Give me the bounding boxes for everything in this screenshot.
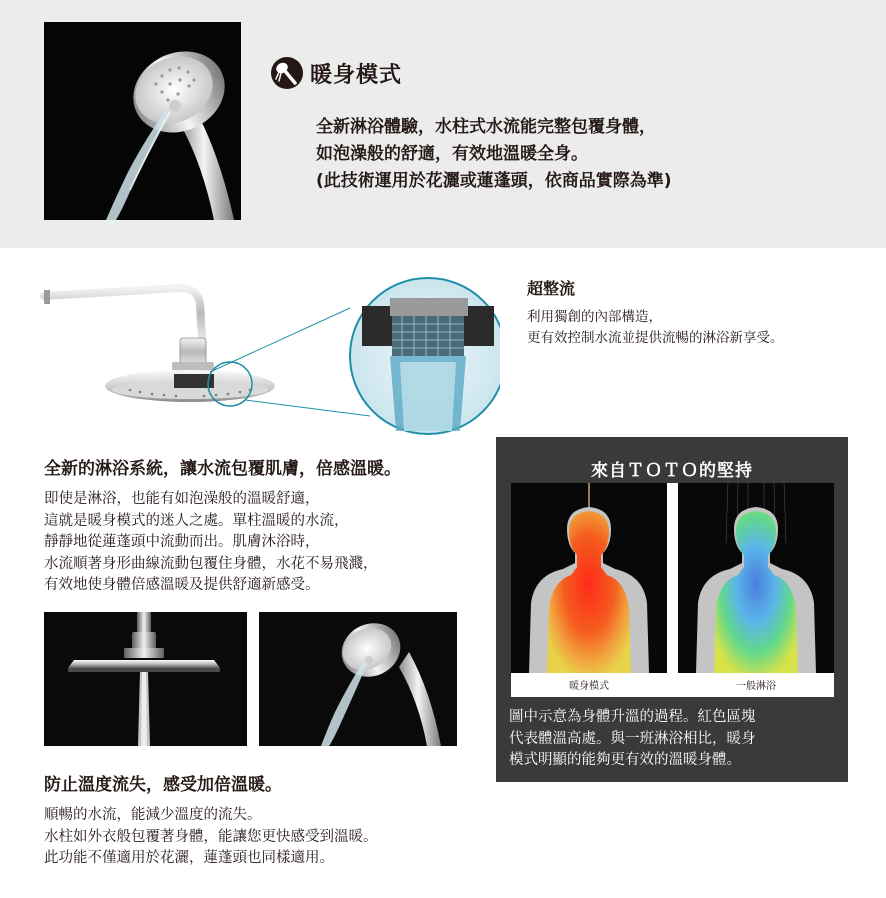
hand-shower-closeup-photo <box>259 612 457 746</box>
banner-description <box>316 114 672 195</box>
system-title: 全新的淋浴系統，讓水流包覆肌膚，倍感溫暖。 <box>44 459 401 479</box>
temperature-line: 此功能不僅適用於花灑，蓮蓬頭也同樣適用。 <box>44 850 334 866</box>
banner-line: (此技術運用於花灑或蓮蓬頭，依商品實際為準) <box>316 171 672 191</box>
banner-title: 暖身模式 <box>310 62 403 88</box>
super-flow-line: 更有效控制水流並提供流暢的淋浴新享受。 <box>527 330 784 346</box>
thermal-comparison <box>511 483 834 697</box>
thermal-image-normal-shower <box>678 483 834 673</box>
overhead-shower-photo <box>44 612 247 746</box>
toto-description <box>509 707 839 772</box>
temperature-title: 防止溫度流失，感受加倍溫暖。 <box>44 775 282 795</box>
warm-mode-label: 暖身模式 <box>569 681 609 692</box>
system-line: 有效地使身體倍感溫暖及提供舒適新感受。 <box>44 577 320 593</box>
banner-line: 如泡澡般的舒適，有效地溫暖全身。 <box>316 144 588 164</box>
temperature-description <box>44 805 378 870</box>
overhead-shower-diagram <box>40 276 500 436</box>
system-description <box>44 489 378 597</box>
toto-line: 代表體溫高處。與一班淋浴相比，暖身 <box>509 730 756 747</box>
hero-banner <box>0 0 886 248</box>
system-line: 這就是暖身模式的迷人之處。單柱溫暖的水流， <box>44 512 349 529</box>
banner-heading <box>270 56 402 90</box>
temperature-line: 水柱如外衣般包覆著身體，能讓您更快感受到溫暖。 <box>44 828 378 845</box>
normal-shower-label: 一般淋浴 <box>736 681 776 692</box>
system-line: 靜靜地從蓮蓬頭中流動而出。肌膚沐浴時， <box>44 534 320 550</box>
thermal-image-warm-mode <box>511 483 667 673</box>
toto-commitment-panel <box>496 437 848 782</box>
banner-line: 全新淋浴體驗，水柱式水流能完整包覆身體， <box>316 117 656 137</box>
hand-shower-badge-icon <box>270 56 304 90</box>
system-line: 水流順著身形曲線流動包覆住身體，水花不易飛濺， <box>44 555 378 572</box>
toto-title: 來自ＴＯＴＯ的堅持 <box>591 461 753 481</box>
super-flow-line: 利用獨創的內部構造， <box>527 309 662 325</box>
hand-shower-photo <box>44 22 241 220</box>
toto-line: 圖中示意為身體升溫的過程。紅色區塊 <box>509 709 756 725</box>
system-line: 即使是淋浴，也能有如泡澡般的溫暖舒適， <box>44 491 320 507</box>
super-flow-title: 超整流 <box>527 279 576 298</box>
temperature-line: 順暢的水流，能減少溫度的流失。 <box>44 807 262 823</box>
super-flow-description <box>527 307 784 349</box>
toto-line: 模式明顯的能夠更有效的溫暖身體。 <box>509 752 741 768</box>
